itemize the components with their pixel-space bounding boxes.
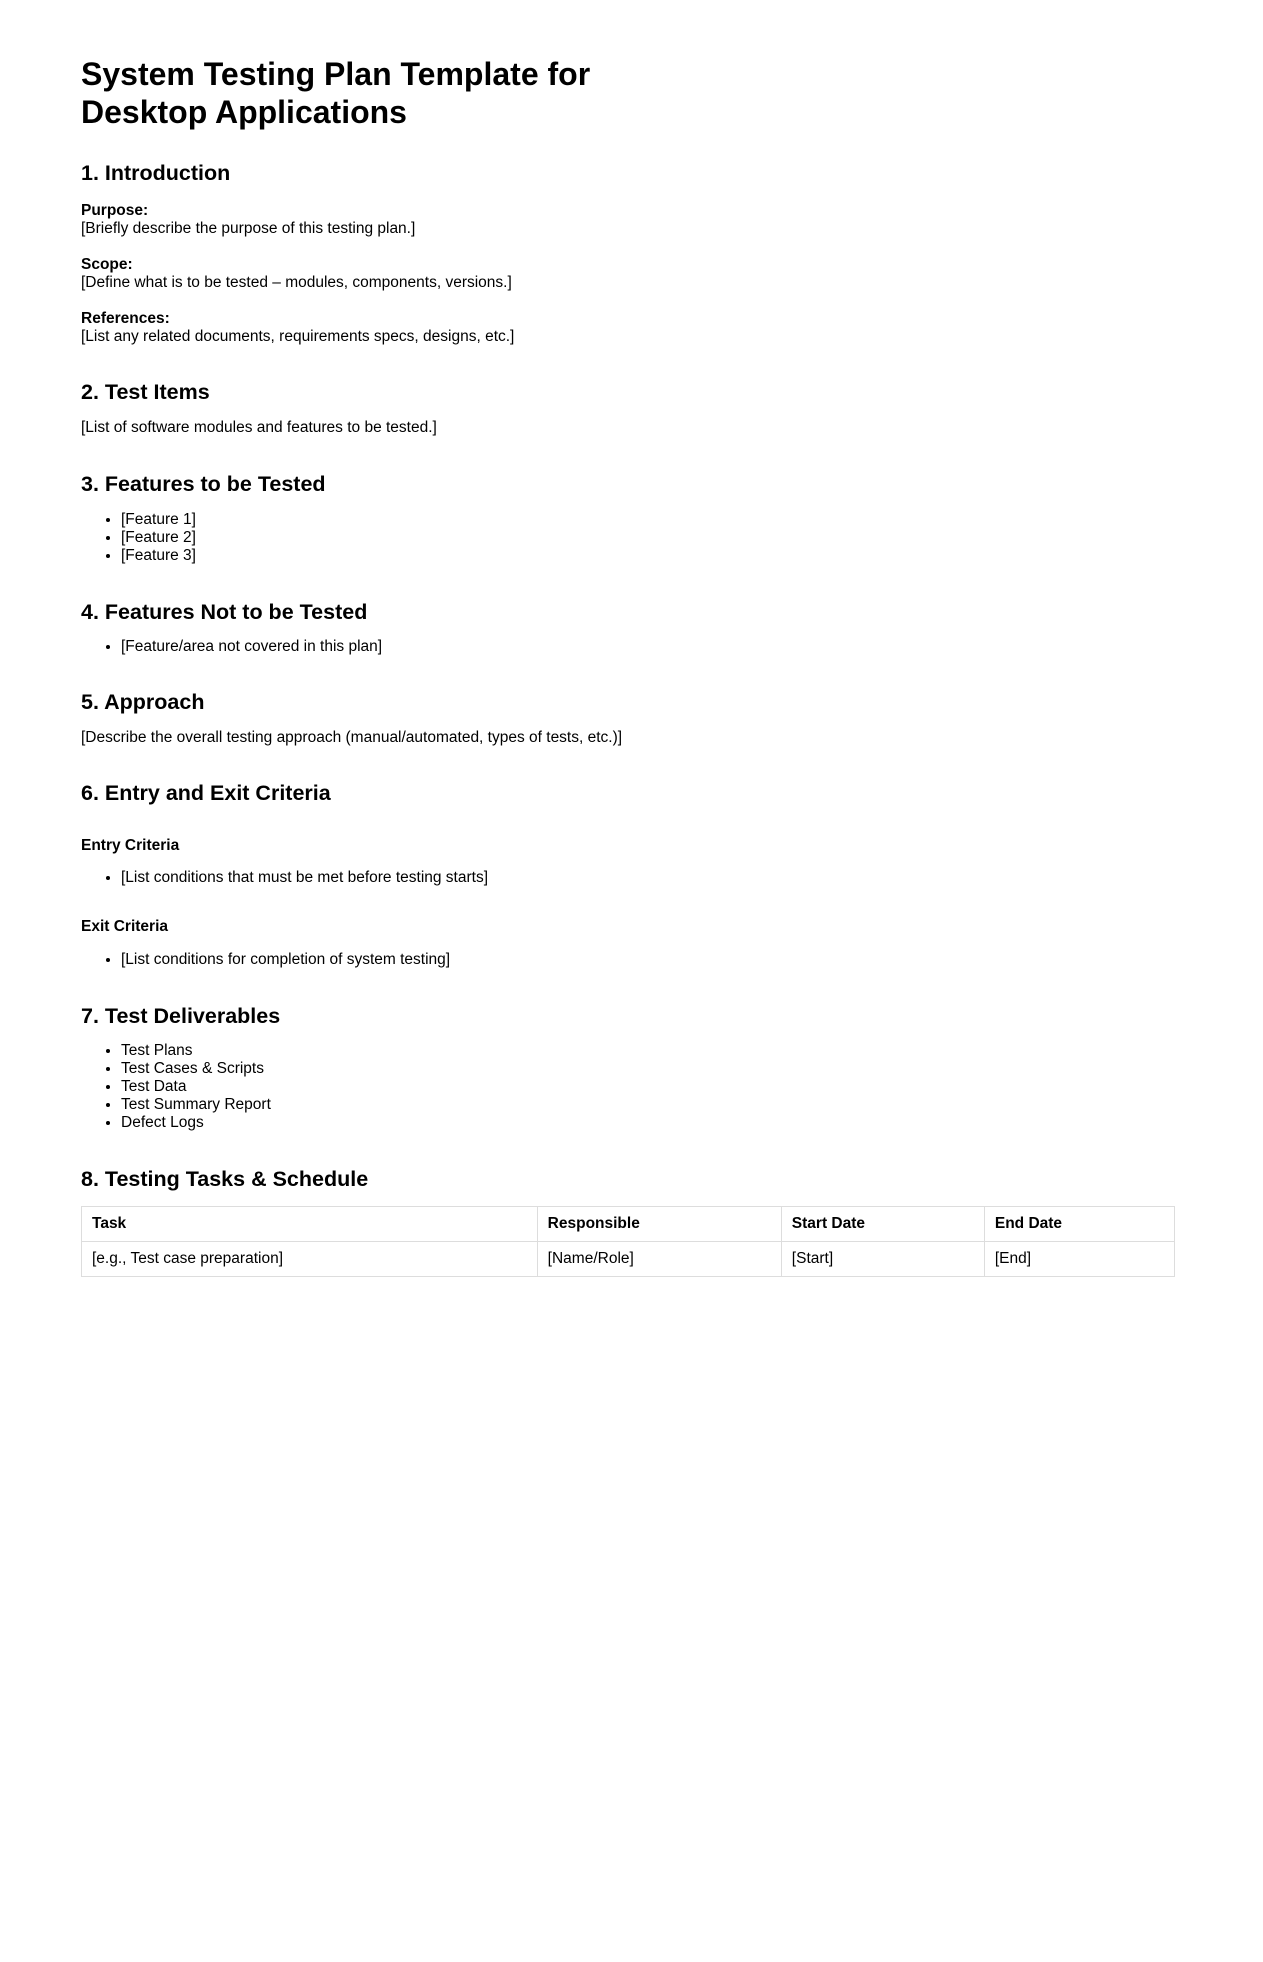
section-test-items	[81, 379, 1176, 437]
section-heading: 3. Features to be Tested	[81, 472, 326, 496]
list-item: • [List conditions that must be met before testing starts]	[121, 869, 1176, 887]
scope-label: Scope:	[81, 256, 133, 273]
list-item: • [Feature 2]	[121, 529, 1176, 547]
document-content	[81, 55, 1176, 1277]
list-item: • [Feature/area not covered in this plan]	[121, 638, 1176, 656]
purpose-label: Purpose:	[81, 202, 149, 219]
references-label: References:	[81, 310, 170, 327]
list-item: • Test Cases & Scripts	[121, 1060, 1176, 1078]
column-header-end-date: End Date	[984, 1207, 1174, 1242]
approach-text: [Describe the overall testing approach (manual/automated, types of tests, etc.)]	[81, 729, 623, 746]
exit-criteria-list	[81, 951, 1176, 969]
table-cell: [Name/Role]	[537, 1242, 781, 1277]
list-item: • Test Data	[121, 1078, 1176, 1096]
section-heading: 8. Testing Tasks & Schedule	[81, 1167, 369, 1191]
section-heading: 7. Test Deliverables	[81, 1004, 281, 1028]
list-item: • [Feature 3]	[121, 547, 1176, 565]
list-item: • [List conditions for completion of system testing]	[121, 951, 1176, 969]
list-item: • Test Summary Report	[121, 1096, 1176, 1114]
entry-criteria-list	[81, 869, 1176, 887]
entry-criteria-heading: Entry Criteria	[81, 837, 180, 854]
section-testing-tasks	[81, 1166, 1176, 1277]
column-header-responsible: Responsible	[537, 1207, 781, 1242]
column-header-start-date: Start Date	[781, 1207, 984, 1242]
section-entry-exit-criteria	[81, 780, 1176, 969]
section-introduction	[81, 160, 1176, 346]
section-heading: 2. Test Items	[81, 380, 210, 404]
section-heading: 6. Entry and Exit Criteria	[81, 781, 331, 805]
list-item: • Defect Logs	[121, 1114, 1176, 1132]
tasks-schedule-table	[81, 1206, 1175, 1277]
deliverables-list	[81, 1042, 1176, 1132]
table-header-row	[82, 1207, 1175, 1242]
list-item: • [Feature 1]	[121, 511, 1176, 529]
exit-criteria-heading: Exit Criteria	[81, 918, 169, 935]
scope-field	[81, 256, 1176, 292]
table-cell: [End]	[984, 1242, 1174, 1277]
not-features-list	[81, 638, 1176, 656]
section-heading: 1. Introduction	[81, 161, 231, 185]
features-list	[81, 511, 1176, 565]
document-title: System Testing Plan Template for Desktop Applications	[81, 56, 591, 130]
purpose-field	[81, 202, 1176, 238]
purpose-value: [Briefly describe the purpose of this testing plan.]	[81, 220, 416, 237]
references-value: [List any related documents, requirements specs, designs, etc.]	[81, 328, 515, 345]
references-field	[81, 310, 1176, 346]
table-row	[82, 1242, 1175, 1277]
section-approach	[81, 689, 1176, 747]
scope-value: [Define what is to be tested – modules, components, versions.]	[81, 274, 512, 291]
section-heading: 5. Approach	[81, 690, 205, 714]
section-features-tested	[81, 471, 1176, 565]
table-cell: [e.g., Test case preparation]	[82, 1242, 538, 1277]
section-heading: 4. Features Not to be Tested	[81, 600, 368, 624]
list-item: • Test Plans	[121, 1042, 1176, 1060]
section-test-deliverables	[81, 1003, 1176, 1132]
table-cell: [Start]	[781, 1242, 984, 1277]
column-header-task: Task	[82, 1207, 538, 1242]
test-items-text: [List of software modules and features to be tested.]	[81, 419, 437, 436]
section-features-not-tested	[81, 599, 1176, 656]
